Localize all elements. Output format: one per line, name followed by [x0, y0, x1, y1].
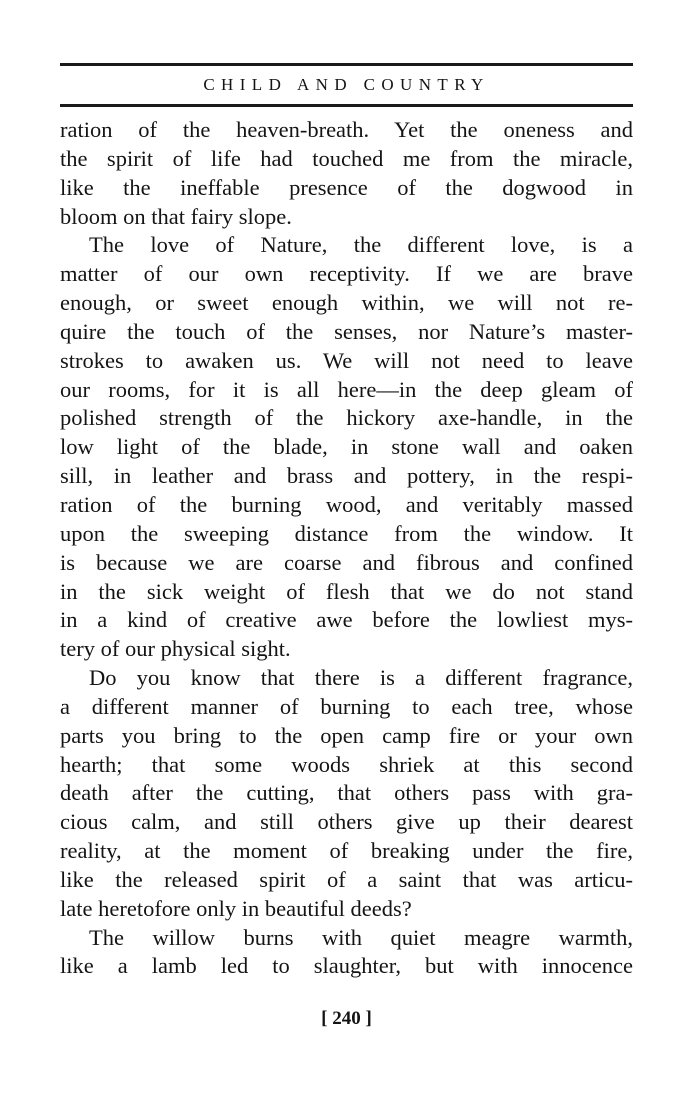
header-rule-top — [60, 63, 633, 66]
text-line: a different manner of burning to each tree, whose — [60, 693, 633, 719]
text-line: cious calm, and still others give up their dearest — [60, 809, 633, 835]
body-text — [60, 116, 633, 981]
text-line: late heretofore only in beautiful deeds? — [60, 895, 412, 921]
text-line: sill, in leather and brass and pottery, in the respi- — [60, 463, 633, 489]
text-line: is because we are coarse and fibrous and confined — [60, 549, 633, 575]
header-rule-bottom — [60, 104, 633, 107]
text-line: reality, at the moment of breaking under the fire, — [60, 838, 633, 864]
text-line: strokes to awaken us. We will not need to leave — [60, 347, 633, 373]
running-head: CHILD AND COUNTRY — [203, 75, 490, 94]
text-line: polished strength of the hickory axe-handle, in the — [60, 405, 633, 431]
text-line: quire the touch of the senses, nor Nature’s master- — [60, 318, 633, 344]
text-line: in a kind of creative awe before the lowliest mys- — [60, 607, 633, 633]
text-line: upon the sweeping distance from the window. It — [60, 520, 633, 546]
text-line: enough, or sweet enough within, we will not re- — [60, 290, 633, 316]
text-line: ration of the heaven-breath. Yet the oneness and — [60, 117, 633, 142]
text-line: like the ineffable presence of the dogwood in — [60, 174, 633, 200]
text-line: bloom on that fairy slope. — [60, 203, 292, 229]
text-line: death after the cutting, that others pass with gra- — [60, 780, 633, 806]
text-line: low light of the blade, in stone wall and oaken — [60, 434, 633, 460]
text-line: Do you know that there is a different fragrance, — [89, 665, 633, 691]
text-line: our rooms, for it is all here—in the deep gleam of — [60, 376, 633, 402]
text-line: ration of the burning wood, and veritably massed — [60, 491, 633, 517]
text-line: tery of our physical sight. — [60, 636, 291, 662]
text-line: The love of Nature, the different love, is a — [89, 232, 633, 258]
text-line: hearth; that some woods shriek at this second — [60, 751, 633, 777]
text-line: in the sick weight of flesh that we do not stand — [60, 578, 633, 604]
text-line: matter of our own receptivity. If we are brave — [60, 261, 633, 287]
page-number: [ 240 ] — [321, 1008, 372, 1029]
text-line: the spirit of life had touched me from the miracle, — [60, 145, 633, 171]
text-line: like a lamb led to slaughter, but with innocence — [60, 953, 633, 979]
text-line: like the released spirit of a saint that was articu- — [60, 866, 633, 892]
text-line: parts you bring to the open camp fire or your own — [60, 722, 633, 748]
text-line: The willow burns with quiet meagre warmth, — [89, 924, 633, 950]
